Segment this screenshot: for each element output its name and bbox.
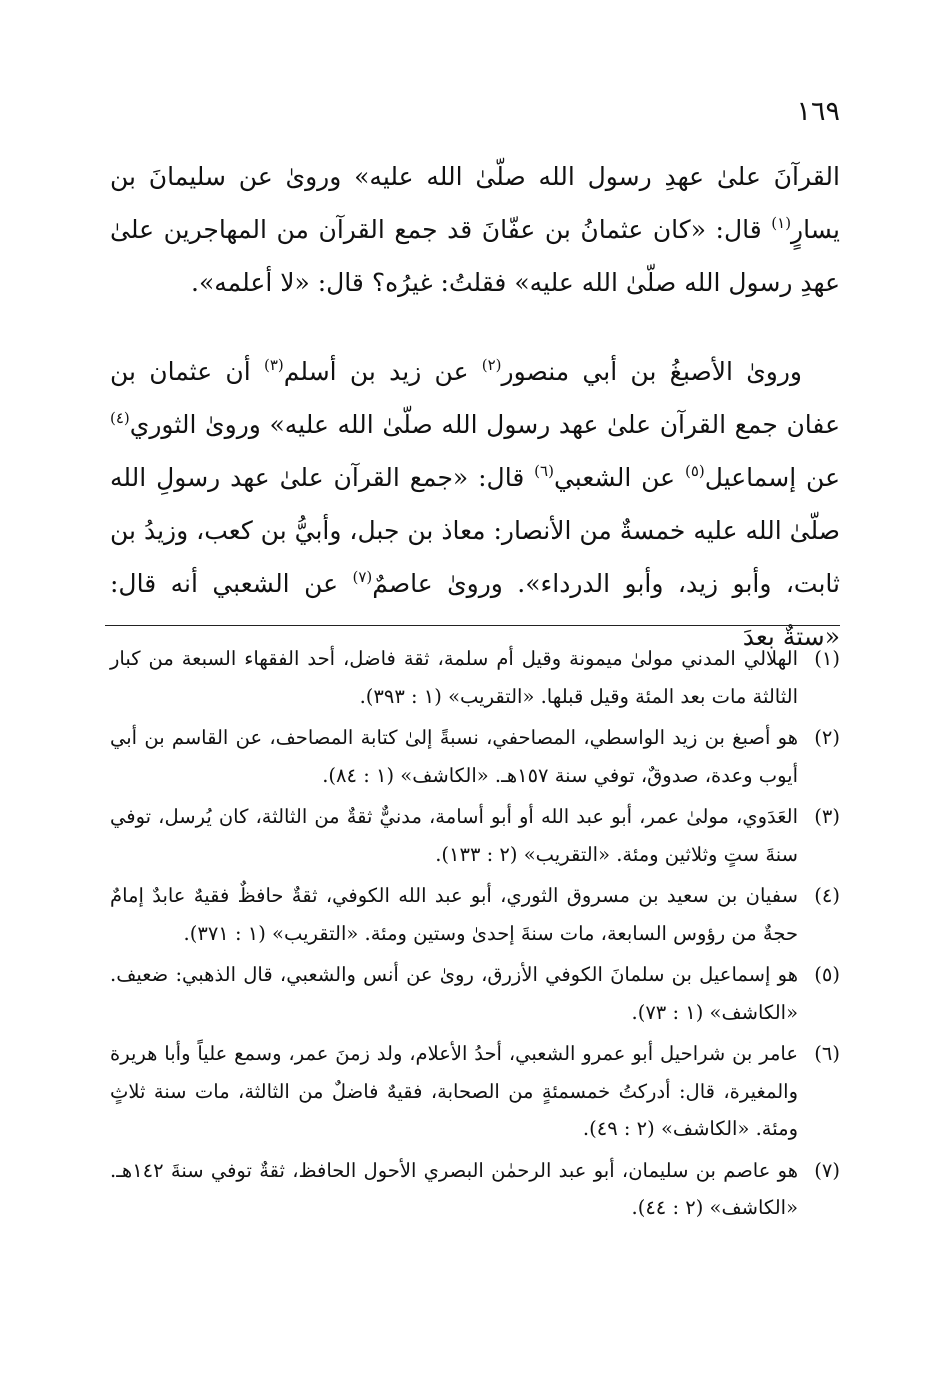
footnote-ref-1[interactable]: (١): [771, 214, 792, 232]
paragraph-1-text-a: القرآنَ علىٰ عهدِ رسول الله صلّىٰ الله عليه» وروىٰ عن سليمانَ بن يسارٍ: [110, 162, 840, 244]
footnote-ref-5[interactable]: (٥): [685, 462, 705, 480]
book-page: [110, 0, 840, 1385]
footnote-4: [110, 877, 840, 952]
footnote-ref-3[interactable]: (٣): [264, 356, 284, 374]
paragraph-2-text-c: أن عثمان بن عفان جمع القرآن علىٰ عهد رسول الله صلّىٰ الله عليه» وروىٰ الثوري: [110, 357, 840, 439]
footnote-2: [110, 719, 840, 794]
footnote-7: [110, 1152, 840, 1227]
footnote-text: الهلالي المدني مولىٰ ميمونة وقيل أم سلمة، ثقة فاضل، أحد الفقهاء السبعة من كبار الثالثة مات بعد المئة وقيل قبلها. «التقريب» (١ : ٣٩٣).: [110, 647, 798, 708]
footnote-text: سفيان بن سعيد بن مسروق الثوري، أبو عبد الله الكوفي، ثقةٌ حافظٌ فقيهٌ عابدٌ إمامٌ حجةٌ من رؤوس السابعة، مات سنةَ إحدىٰ وستين ومئة. «التقريب» (١ : ٣٧١).: [110, 884, 798, 945]
paragraph-2-text-d: عن إسماعيل: [704, 463, 840, 492]
paragraph-1-text-b: قال: «كان عثمانُ بن عفّانَ قد جمع القرآن من المهاجرين علىٰ عهدِ رسول الله صلّىٰ الله عليه» فقلتُ: غيرُه؟ قال: «لا أعلمه».: [110, 215, 840, 297]
footnote-number: (٢): [814, 726, 840, 749]
footnote-number: (٦): [814, 1042, 840, 1065]
page-number: ١٦٩: [796, 96, 840, 127]
footnote-5: [110, 956, 840, 1031]
paragraph-2-text-a: وروىٰ الأصبغُ بن أبي منصور: [501, 357, 803, 386]
footnote-1: [110, 640, 840, 715]
footnote-number: (٥): [814, 963, 840, 986]
footnote-number: (٧): [814, 1158, 840, 1182]
footnote-number: (٤): [814, 884, 840, 907]
footnote-ref-4[interactable]: (٤): [110, 409, 130, 427]
footnote-3: [110, 798, 840, 873]
paragraph-2-text-b: عن زيد بن أسلم: [283, 357, 482, 386]
footnote-number: (١): [814, 647, 840, 670]
footnotes: [110, 640, 840, 1231]
footnote-6: [110, 1035, 840, 1148]
paragraph-2: [110, 345, 840, 663]
footnote-number: (٣): [814, 805, 840, 828]
footnote-text: هو إسماعيل بن سلمانَ الكوفي الأزرق، روىٰ عن أنس والشعبي، قال الذهبي: ضعيف. «الكاشف» (١ : ٧٣).: [110, 963, 798, 1024]
paragraph-2-text-f: قال: «جمع القرآن علىٰ عهد رسولِ الله صلّىٰ الله عليه خمسةٌ من الأنصار: معاذ بن جبل، وأبيُّ بن كعب، وزيدُ بن ثابت، وأبو زيد، وأبو الدرداء». وروىٰ عاصمٌ: [110, 463, 840, 598]
footnote-text: عامر بن شراحيل أبو عمرو الشعبي، أحدُ الأعلام، ولد زمنَ عمر، وسمع علياً وأبا هريرة والمغيرة، قال: أدركتُ خمسمئةٍ من الصحابة، فقيهٌ فاضلٌ من الثالثة، مات سنة ثلاثٍ ومئة. «الكاشف» (٢ : ٤٩).: [110, 1042, 798, 1140]
footnote-text: هو عاصم بن سليمان، أبو عبد الرحمٰن البصري الأحول الحافظ، ثقةٌ توفي سنةَ ١٤٢هـ. «الكاشف» (٢ : ٤٤).: [110, 1158, 798, 1219]
footnote-separator: [105, 625, 840, 626]
footnote-text: هو أصبغ بن زيد الواسطي، المصاحفي، نسبةً إلىٰ كتابة المصاحف، عن القاسم بن أبي أيوب وعدة، صدوقٌ، توفي سنة ١٥٧هـ. «الكاشف» (١ : ٨٤).: [110, 726, 798, 787]
paragraph-2-text-g: عن الشعبي أنه قال: «ستةٌ بعدَ: [110, 569, 840, 651]
footnote-ref-6[interactable]: (٦): [534, 462, 554, 480]
footnote-text: العَدَوي، مولىٰ عمر، أبو عبد الله أو أبو أسامة، مدنيٌّ ثقةٌ من الثالثة، كان يُرسل، توفي سنةَ ستٍ وثلاثين ومئة. «التقريب» (٢ : ١٣٣).: [110, 805, 798, 866]
paragraph-1: [110, 150, 840, 309]
main-text: [110, 150, 840, 663]
footnote-ref-2[interactable]: (٢): [481, 356, 502, 374]
footnote-ref-7[interactable]: (٧): [352, 568, 373, 586]
paragraph-2-text-e: عن الشعبي: [553, 463, 685, 492]
